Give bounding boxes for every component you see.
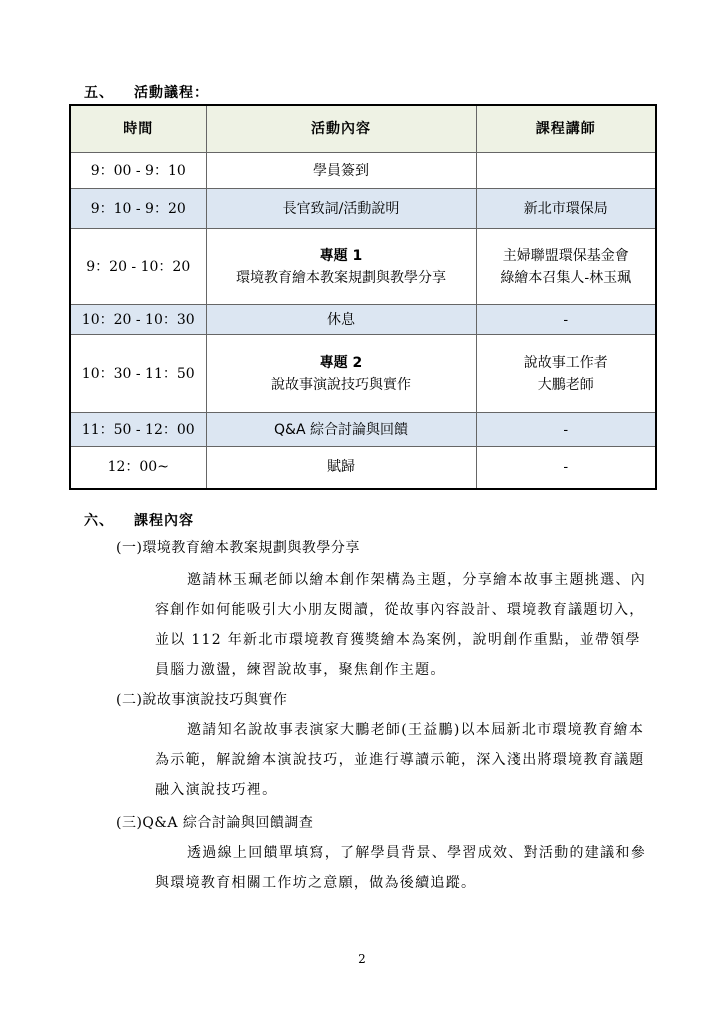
speaker-cell [476,153,656,189]
section-6-number: 六、 [84,513,114,529]
time-cell: 12：00~ [70,447,206,489]
table-header-row [70,105,656,153]
table-row [70,335,656,413]
speaker-name: 大鵬老師 [537,376,594,393]
speaker-cell [476,229,656,305]
speaker-cell: 新北市環保局 [476,189,656,229]
section-5-number: 五、 [84,85,114,101]
speaker-name: 綠繪本召集人-林玉珮 [500,269,632,286]
subsection-1-heading: (一)環境教育繪本教案規劃與教學分享 [116,540,360,556]
topic-label: 專題 1 [319,247,363,264]
header-speaker: 課程講師 [476,105,656,153]
time-cell: 9：10 - 9：20 [70,189,206,229]
table-row [70,447,656,489]
time-cell: 11：50 - 12：00 [70,413,206,447]
subsection-3-heading: (三)Q&A 綜合討論與回饋調查 [116,815,314,831]
header-time: 時間 [70,105,206,153]
subsection-1-text: 邀請林玉珮老師以繪本創作架構為主題，分享繪本故事主題挑選、內容創作如何能吸引大小朋友閱讀，從故事內容設計、環境教育議題切入，並以 112 年新北市環境教育獲獎繪本為案例，說明創作重點，並帶領學員腦力激盪，練習說故事，聚焦創作主題。 [155,572,646,678]
table-row [70,229,656,305]
content-cell [206,229,476,305]
content-cell: 休息 [206,305,476,335]
agenda-table [69,104,657,490]
speaker-cell: - [476,305,656,335]
speaker-org: 主婦聯盟環保基金會 [502,247,629,264]
time-cell: 9：00 - 9：10 [70,153,206,189]
speaker-cell [476,335,656,413]
table-row [70,189,656,229]
speaker-org: 說故事工作者 [523,354,608,371]
table-row [70,153,656,189]
speaker-cell: - [476,447,656,489]
content-cell: 長官致詞/活動說明 [206,189,476,229]
subsection-2-text: 邀請知名說故事表演家大鵬老師(王益鵬)以本屆新北市環境教育繪本為示範，解說繪本演說技巧，並進行導讀示範，深入淺出將環境教育議題融入演說技巧裡。 [155,722,645,798]
time-cell: 9：20 - 10：20 [70,229,206,305]
content-cell: 學員簽到 [206,153,476,189]
topic-label: 專題 2 [319,354,363,371]
content-text: 環境教育繪本教案規劃與教學分享 [236,269,446,286]
content-cell: 賦歸 [206,447,476,489]
table-row [70,305,656,335]
content-cell [206,335,476,413]
time-cell: 10：30 - 11：50 [70,335,206,413]
content-cell: Q&A 綜合討論與回饋 [206,413,476,447]
subsection-2-heading: (二)說故事演說技巧與實作 [116,692,288,708]
content-text: 說故事演說技巧與實作 [271,376,411,393]
section-6-heading [84,510,194,530]
header-content: 活動內容 [206,105,476,153]
time-cell: 10：20 - 10：30 [70,305,206,335]
section-5-heading [84,82,209,102]
subsection-3-text: 透過線上回饋單填寫，了解學員背景、學習成效、對活動的建議和參與環境教育相關工作坊之意願，做為後續追蹤。 [155,845,646,891]
section-6-title: 課程內容 [134,513,194,529]
page-number: 2 [358,952,366,966]
section-5-title: 活動議程： [134,85,209,101]
table-row [70,413,656,447]
speaker-cell: - [476,413,656,447]
